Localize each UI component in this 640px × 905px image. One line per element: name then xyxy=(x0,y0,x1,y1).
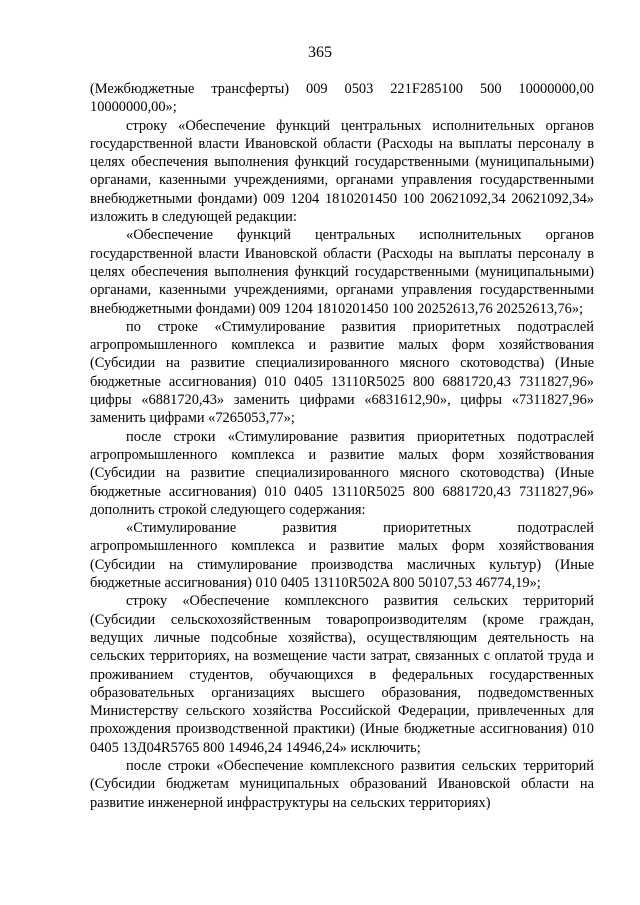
page-number: 365 xyxy=(308,44,332,61)
paragraph-add-after-meat-cattle: после строки «Стимулирование развития приоритетных подотраслей агропромышленного комплекса и развитие малых форм хозяйствования (Субсидии на развитие специализированного мясного скотоводства) (Иные бюджетные ассигнования) 010 0405 13110R5025 800 6881720,43 7311827,96» дополнить строкой следующего содержания: xyxy=(90,428,594,518)
document-body xyxy=(90,80,594,812)
paragraph-amend-central-organs: строку «Обеспечение функций центральных исполнительных органов государственной власти Ивановской области (Расходы на выплаты персоналу в целях обеспечения выполнения функций государственными (муниципальными) органами, казенными учреждениями, органами управления государственными внебюджетными фондами) 009 1204 1810201450 100 20621092,34 20621092,34» изложить в следующей редакции: xyxy=(90,117,594,226)
paragraph-exclude-rural-students: строку «Обеспечение комплексного развития сельских территорий (Субсидии сельскохозяйственным товаропроизводителям (кроме граждан, ведущих личные подсобные хозяйства), осуществляющим деятельность на сельских территориях, на возмещение части затрат, связанных с оплатой труда и проживанием студентов, обучающихся в федеральных государственных образовательных организациях высшего образования, подведомственных Министерству сельского хозяйства Российской Федерации, привлеченных для прохождения производственной практики) (Иные бюджетные ассигнования) 010 0405 13Д04R5765 800 14946,24 14946,24» исключить; xyxy=(90,593,594,756)
paragraph-new-oilseed-crops: «Стимулирование развития приоритетных подотраслей агропромышленного комплекса и развитие малых форм хозяйствования (Субсидии на стимулирование производства масличных культур) (Иные бюджетные ассигнования) 010 0405 13110R502A 800 50107,53 46774,19»; xyxy=(90,520,594,592)
paragraph-replace-figures-meat-cattle: по строке «Стимулирование развития приоритетных подотраслей агропромышленного комплекса и развитие малых форм хозяйствования (Субсидии на развитие специализированного мясного скотоводства) (Иные бюджетные ассигнования) 010 0405 13110R5025 800 6881720,43 7311827,96» цифры «6881720,43» заменить цифрами «6831612,90», цифры «7311827,96» заменить цифрами «7265053,77»; xyxy=(90,318,594,427)
paragraph-intertransfers-continuation: (Межбюджетные трансферты) 009 0503 221F285100 500 10000000,00 10000000,00»; xyxy=(90,81,594,116)
paragraph-new-central-organs: «Обеспечение функций центральных исполнительных органов государственной власти Ивановской области (Расходы на выплаты персоналу в целях обеспечения выполнения функций государственными (муниципальными) органами, казенными учреждениями, органами управления государственными внебюджетными фондами) 009 1204 1810201450 100 20252613,76 20252613,76»; xyxy=(90,227,594,317)
paragraph-after-rural-infrastructure: после строки «Обеспечение комплексного развития сельских территорий (Субсидии бюджетам муниципальных образований Ивановской области на развитие инженерной инфраструктуры на сельских территориях) xyxy=(90,757,594,811)
